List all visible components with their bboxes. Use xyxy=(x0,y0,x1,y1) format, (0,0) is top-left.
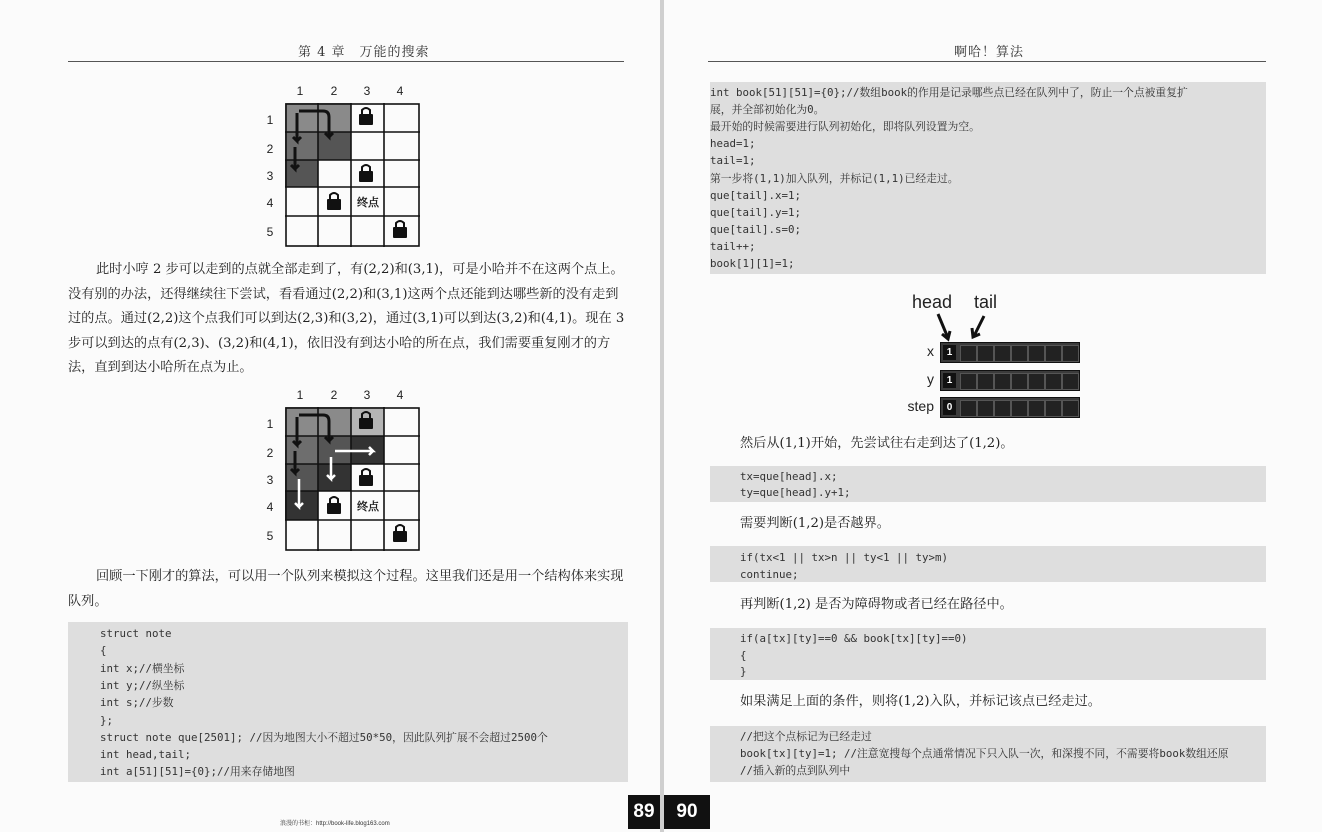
queue-tail-label: tail xyxy=(974,292,998,312)
code-line: tail++; xyxy=(710,240,756,253)
text-enqueue: 如果满足上面的条件，则将(1,2)入队，并标记该点已经走过。 xyxy=(740,694,1101,709)
code-line: struct note que[2501]; //因为地图大小不超过50*50，因此队列扩展不会超过2500个 xyxy=(100,731,548,744)
code-line: int head,tail; xyxy=(100,748,192,761)
code-block-bounds xyxy=(710,546,1266,582)
code-line: ty=que[head].y+1; xyxy=(740,486,851,499)
code-line: tail=1; xyxy=(710,154,756,167)
row-label: 4 xyxy=(266,500,274,514)
queue-array-y xyxy=(940,370,1080,391)
row-label: 2 xyxy=(266,446,274,460)
running-header: 第 4 章 万能的搜索 xyxy=(298,45,430,60)
queue-row-label: y xyxy=(927,371,934,387)
code-line: if(a[tx][ty]==0 && book[tx][ty]==0) xyxy=(740,632,968,645)
queue-cell-value: 0 xyxy=(943,400,956,415)
page-number: 89 xyxy=(628,795,660,829)
code-line: //把这个点标记为已经走过 xyxy=(740,730,872,743)
code-line: 展，并全部初始化为0。 xyxy=(710,103,825,116)
code-line: if(tx<1 || tx>n || ty<1 || ty>m) xyxy=(740,551,949,564)
row-label: 1 xyxy=(266,417,274,431)
row-label: 1 xyxy=(266,113,274,127)
queue-row-label: x xyxy=(927,343,934,359)
paragraph-2: 回顾一下刚才的算法，可以用一个队列来模拟这个过程。这里我们还是用一个结构体来实现队列。 xyxy=(68,569,624,609)
queue-cell-value: 1 xyxy=(943,373,956,388)
row-label: 4 xyxy=(266,196,274,210)
text-obstacle: 再判断(1,2) 是否为障碍物或者已经在路径中。 xyxy=(740,597,1013,612)
code-line: int s;//步数 xyxy=(100,696,174,709)
maze-figure-2 xyxy=(262,388,432,558)
col-label: 3 xyxy=(363,388,371,402)
code-line: que[tail].y=1; xyxy=(710,206,802,219)
code-line: continue; xyxy=(740,568,799,581)
text-bounds: 需要判断(1,2)是否越界。 xyxy=(740,516,890,531)
code-block-move xyxy=(710,466,1266,502)
maze-grid-2 xyxy=(285,407,421,552)
col-label: 1 xyxy=(296,388,304,402)
text-step-right: 然后从(1,1)开始，先尝试往右走到达了(1,2)。 xyxy=(740,436,1014,451)
header-rule xyxy=(68,61,624,62)
row-label: 3 xyxy=(266,169,274,183)
queue-row-label: step xyxy=(907,398,934,414)
code-block-struct xyxy=(68,622,628,782)
footer-url: 浪漫的书柜：http://book-life.blog163.com xyxy=(280,821,390,827)
header-rule xyxy=(708,61,1266,62)
code-block-mark xyxy=(710,726,1266,782)
running-header: 啊哈！算法 xyxy=(954,45,1025,60)
left-page xyxy=(0,0,660,832)
goal-label: 终点 xyxy=(357,500,379,513)
code-line: int x;//横坐标 xyxy=(100,662,185,675)
code-line: book[tx][ty]=1; //注意宽搜每个点通常情况下只入队一次，和深搜不同，不需要将book数组还原 xyxy=(740,747,1229,760)
pointer-arrows xyxy=(934,312,994,344)
col-label: 4 xyxy=(396,84,404,98)
maze-figure-1 xyxy=(262,84,432,254)
code-line: que[tail].s=0; xyxy=(710,223,802,236)
code-line: { xyxy=(740,649,747,662)
col-label: 2 xyxy=(330,84,338,98)
code-line: que[tail].x=1; xyxy=(710,189,802,202)
code-line: } xyxy=(740,665,747,678)
code-line: int y;//纵坐标 xyxy=(100,679,185,692)
col-label: 2 xyxy=(330,388,338,402)
row-label: 2 xyxy=(266,142,274,156)
queue-head-label: head xyxy=(912,292,953,312)
code-line: head=1; xyxy=(710,137,756,150)
queue-cell-value: 1 xyxy=(943,345,956,360)
row-label: 5 xyxy=(266,529,274,543)
code-line: int a[51][51]={0};//用来存储地图 xyxy=(100,765,295,778)
paragraph-1: 此时小哼 2 步可以走到的点就全部走到了，有(2,2)和(3,1)，可是小哈并不在这两个点上。没有别的办法，还得继续往下尝试，看看通过(2,2)和(3,1)这两个点还能到达哪些新的没有走到过的点。通过(2,2)这个点我们可以到达(2,3)和(3,2)，通过(3,1)可以到达(3,2)和(4,1)。现在 3 步可以到达的点有(2,3)、(3,2)和(4,1)，依旧没有到达小哈的所在点，我们需要重复刚才的方法，直到到达小哈所在点为止。 xyxy=(68,262,625,375)
row-label: 5 xyxy=(266,225,274,239)
col-label: 4 xyxy=(396,388,404,402)
row-label: 3 xyxy=(266,473,274,487)
maze-grid-1 xyxy=(285,103,421,248)
code-line: struct note xyxy=(100,627,172,640)
code-line: //插入新的点到队列中 xyxy=(740,764,851,777)
col-label: 3 xyxy=(363,84,371,98)
goal-label: 终点 xyxy=(357,196,379,209)
right-page xyxy=(664,0,1322,832)
queue-array-x xyxy=(940,342,1080,363)
code-block-init xyxy=(710,82,1266,274)
code-line: book[1][1]=1; xyxy=(710,257,795,270)
code-line: 最开始的时候需要进行队列初始化，即将队列设置为空。 xyxy=(710,120,980,133)
page-number: 90 xyxy=(664,795,710,829)
code-block-obstacle xyxy=(710,628,1266,680)
code-line: tx=que[head].x; xyxy=(740,470,838,483)
code-line: int book[51][51]={0};//数组book的作用是记录哪些点已经在队列中了，防止一个点被重复扩 xyxy=(710,86,1188,99)
queue-array-step xyxy=(940,397,1080,418)
col-label: 1 xyxy=(296,84,304,98)
code-line: 第一步将(1,1)加入队列，并标记(1,1)已经走过。 xyxy=(710,172,959,185)
code-line: }; xyxy=(100,714,114,727)
code-line: { xyxy=(100,644,107,657)
